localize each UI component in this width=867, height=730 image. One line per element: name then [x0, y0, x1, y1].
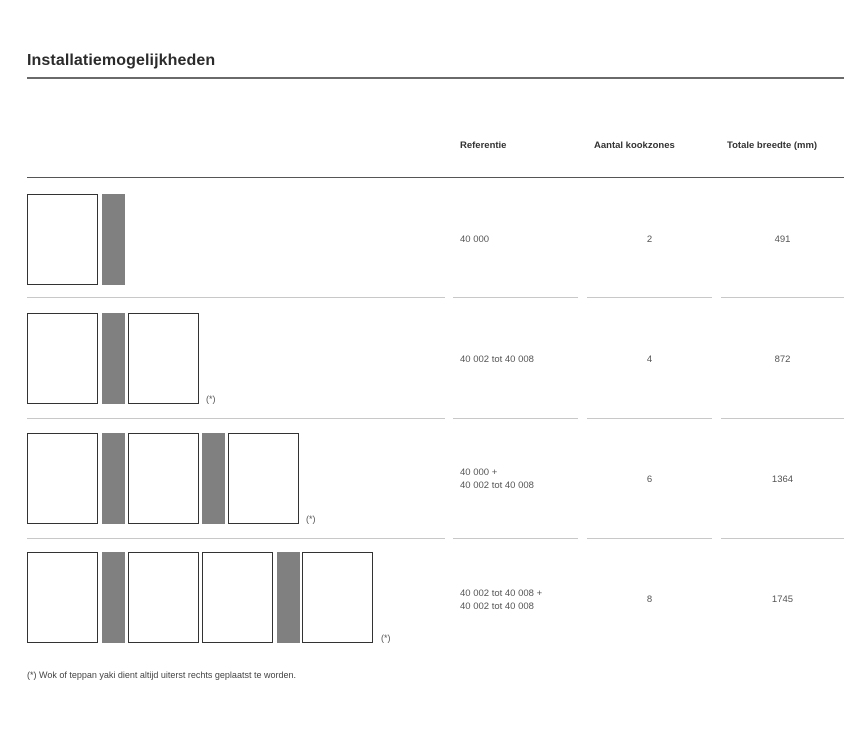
- connector-bar-icon: [102, 313, 125, 404]
- row-3-referentie-line1: 40 000 +: [460, 467, 498, 478]
- row-4-referentie-line2: 40 002 tot 40 008: [460, 601, 534, 612]
- header-divider: [27, 177, 844, 178]
- row-divider: [587, 538, 712, 539]
- connector-bar-icon: [102, 194, 125, 285]
- cooktop-module-icon: [27, 194, 98, 285]
- row-divider: [587, 418, 712, 419]
- row-divider: [721, 297, 844, 298]
- row-divider: [453, 418, 578, 419]
- row-4-kookzones: 8: [646, 594, 653, 605]
- row-divider: [27, 418, 445, 419]
- row-3-note: (*): [306, 514, 316, 524]
- cooktop-module-icon: [27, 552, 98, 643]
- row-1-kookzones: 2: [646, 234, 653, 245]
- row-1-referentie: 40 000: [460, 234, 490, 245]
- row-divider: [721, 418, 844, 419]
- connector-bar-icon: [102, 433, 125, 524]
- cooktop-module-icon: [27, 313, 98, 404]
- row-4-note: (*): [381, 633, 391, 643]
- connector-bar-icon: [277, 552, 300, 643]
- cooktop-module-icon: [228, 433, 299, 524]
- cooktop-module-icon: [128, 313, 199, 404]
- row-1-breedte: 491: [774, 234, 791, 245]
- title-divider: [27, 77, 844, 79]
- connector-bar-icon: [102, 552, 125, 643]
- row-2-note: (*): [206, 394, 216, 404]
- row-divider: [453, 538, 578, 539]
- cooktop-module-icon: [128, 552, 199, 643]
- row-divider: [721, 538, 844, 539]
- connector-bar-icon: [202, 433, 225, 524]
- cooktop-module-icon: [202, 552, 273, 643]
- row-divider: [453, 297, 578, 298]
- row-2-breedte: 872: [774, 354, 791, 365]
- row-3-referentie-line2: 40 002 tot 40 008: [460, 480, 534, 491]
- row-3-kookzones: 6: [646, 474, 653, 485]
- header-kookzones: Aantal kookzones: [594, 140, 675, 151]
- header-breedte: Totale breedte (mm): [727, 140, 818, 151]
- header-referentie: Referentie: [460, 140, 507, 151]
- cooktop-module-icon: [27, 433, 98, 524]
- row-2-referentie: 40 002 tot 40 008: [460, 354, 534, 365]
- row-3-breedte: 1364: [771, 474, 794, 485]
- row-4-referentie-line1: 40 002 tot 40 008 +: [460, 588, 543, 599]
- row-divider: [587, 297, 712, 298]
- row-4-breedte: 1745: [771, 594, 794, 605]
- page-title: Installatiemogelijkheden: [27, 52, 216, 69]
- cooktop-module-icon: [302, 552, 373, 643]
- cooktop-module-icon: [128, 433, 199, 524]
- row-divider: [27, 538, 445, 539]
- row-divider: [27, 297, 445, 298]
- row-2-kookzones: 4: [646, 354, 653, 365]
- footnote: (*) Wok of teppan yaki dient altijd uiterst rechts geplaatst te worden.: [27, 670, 296, 680]
